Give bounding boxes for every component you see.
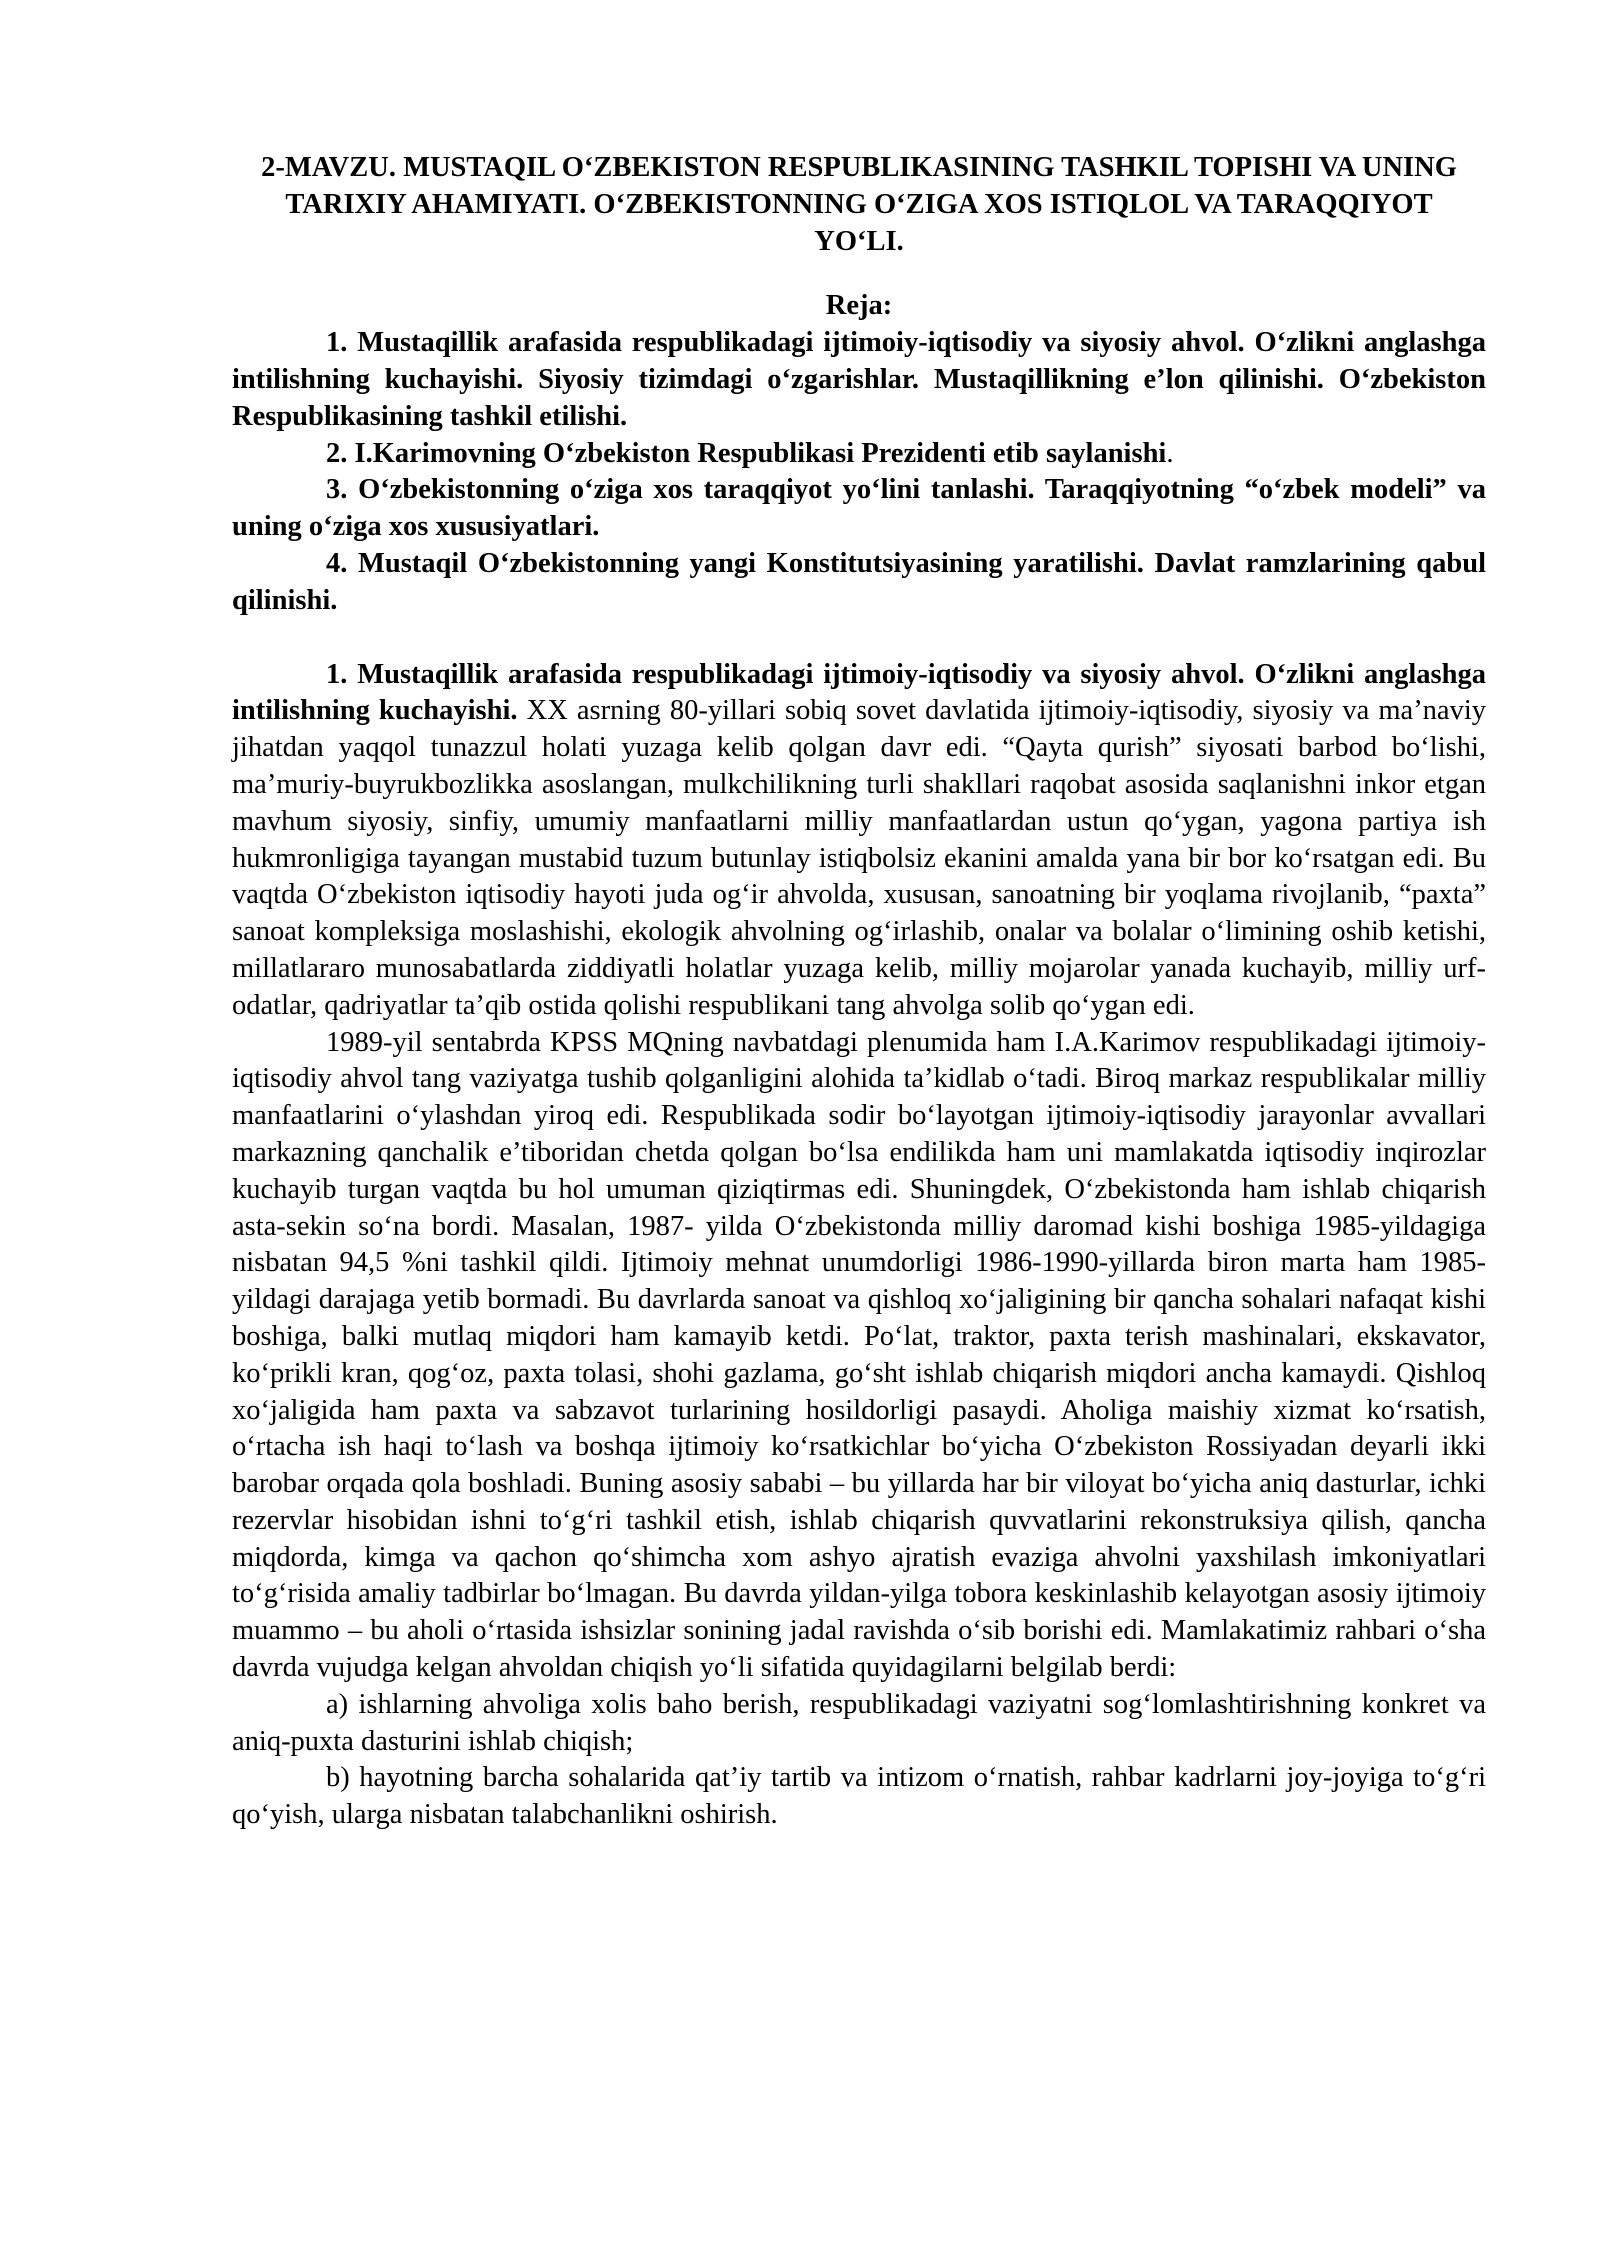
plan-item-2-text: 2. I.Karimovning O‘zbekiston Respublikasi Prezidenti etib saylanishi bbox=[326, 437, 1167, 469]
body-paragraph bbox=[232, 657, 1486, 1025]
section-1 bbox=[232, 657, 1486, 1835]
section-1-intro-text: XX asrning 80-yillari sobiq sovet davlatida ijtimoiy-iqtisodiy, siyosiy va ma’naviy jihatdan yaqqol tunazzul holati yuzaga kelib qolgan davr edi. “Qayta qurish” siyosati barbod bo‘lishi, ma’muriy-buyrukbozlikka asoslangan, mulkchilikning turli shakllari raqobat asosida saqlanishni inkor etgan mavhum siyosiy, sinfiy, umumiy manfaatlarni milliy manfaatlardan ustun qo‘ygan, yagona partiya ish hukmronligiga tayangan mustabid tuzum butunlay istiqbolsiz ekanini amalda yana bir bor ko‘rsatgan edi. Bu vaqtda O‘zbekiston iqtisodiy hayoti juda og‘ir ahvolda, xususan, sanoatning bir yoqlama rivojlanib, “paxta” sanoat kompleksiga moslashishi, ekologik ahvolning og‘irlashib, onalar va bolalar o‘limining oshib ketishi, millatlararo munosabatlarda ziddiyatli holatlar yuzaga kelib, milliy mojarolar yanada kuchayib, milliy urf-odatlar, qadriyatlar ta’qib ostida qolishi respublikani tang ahvolga solib qo‘ygan edi. bbox=[232, 695, 1486, 1021]
document-title: 2-MAVZU. MUSTAQIL O‘ZBEKISTON RESPUBLIKASINING TASHKIL TOPISHI VA UNING TARIXIY AHAMIYATI. O‘ZBEKISTONNING O‘ZIGA XOS ISTIQLOL VA TARAQQIYOT YO‘LI. bbox=[261, 152, 1457, 257]
plan-item-1: 1. Mustaqillik arafasida respublikadagi ijtimoiy-iqtisodiy va siyosiy ahvol. O‘zlikni anglashga intilishning kuchayishi. Siyosiy tizimdagi o‘zgarishlar. Mustaqillikning e’lon qilinishi. O‘zbekiston Respublikasining tashkil etilishi. bbox=[232, 327, 1486, 432]
plan-item-3: 3. O‘zbekistonning o‘ziga xos taraqqiyot yo‘lini tanlashi. Taraqqiyotning “o‘zbek modeli” va uning o‘ziga xos xususiyatlari. bbox=[232, 474, 1486, 543]
plan-list bbox=[232, 325, 1486, 619]
document-page bbox=[232, 150, 1486, 1834]
list-item-b: b) hayotning barcha sohalarida qat’iy tartib va intizom o‘rnatish, rahbar kadrlarni joy-joyiga to‘g‘ri qo‘yish, ularga nisbatan talabchanlikni oshirish. bbox=[232, 1762, 1486, 1831]
plan-item-2 bbox=[232, 436, 1486, 473]
list-item-a: a) ishlarning ahvoliga xolis baho berish, respublikadagi vaziyatni sog‘lomlashtirishning konkret va aniq-puxta dasturini ishlab chiqish; bbox=[232, 1688, 1486, 1757]
plan-heading: Reja: bbox=[825, 290, 893, 322]
section-1-heading: 1. Mustaqillik arafasida respublikadagi ijtimoiy-iqtisodiy va siyosiy ahvol. O‘zlikni anglashga intilishning kuchayishi. bbox=[232, 658, 1486, 727]
plan-item-2-period: . bbox=[1166, 437, 1174, 469]
plan-item-4: 4. Mustaqil O‘zbekistonning yangi Konstitutsiyasining yaratilishi. Davlat ramzlarining qabul qilinishi. bbox=[232, 547, 1486, 616]
body-paragraph: 1989-yil sentabrda KPSS MQning navbatdagi plenumida ham I.A.Karimov respublikadagi ijtimoiy-iqtisodiy ahvol tang vaziyatga tushib qolganligini alohida ta’kidlab o‘tadi. Biroq markaz respublikalar milliy manfaatlarini o‘ylashdan yiroq edi. Respublikada sodir bo‘layotgan ijtimoiy-iqtisodiy jarayonlar avvallari markazning qanchalik e’tiboridan chetda qolgan bo‘lsa endilikda ham uni mamlakatda iqtisodiy inqirozlar kuchayib turgan vaqtda bu hol umuman qiziqtirmas edi. Shuningdek, O‘zbekistonda ham ishlab chiqarish asta-sekin so‘na bordi. Masalan, 1987- yilda O‘zbekistonda milliy daromad kishi boshiga 1985-yildagiga nisbatan 94,5 %ni tashkil qildi. Ijtimoiy mehnat unumdorligi 1986-1990-yillarda biron marta ham 1985-yildagi darajaga yetib bormadi. Bu davrlarda sanoat va qishloq xo‘jaligining bir qancha sohalari nafaqat kishi boshiga, balki mutlaq miqdori ham kamayib ketdi. Po‘lat, traktor, paxta terish mashinalari, ekskavator, ko‘prikli kran, qog‘oz, paxta tolasi, shohi gazlama, go‘sht ishlab chiqarish miqdori ancha kamaydi. Qishloq xo‘jaligida ham paxta va sabzavot turlarining hosildorligi pasaydi. Aholiga maishiy xizmat ko‘rsatish, o‘rtacha ish haqi to‘lash va boshqa ijtimoiy ko‘rsatkichlar bo‘yicha O‘zbekiston Rossiyadan deyarli ikki barobar orqada qola boshladi. Buning asosiy sababi – bu yillarda har bir viloyat bo‘yicha aniq dasturlar, ichki rezervlar hisobidan ishni to‘g‘ri tashkil etish, ishlab chiqarish quvvatlarini rekonstruksiya qilish, qancha miqdorda, kimga va qachon qo‘shimcha xom ashyo ajratish evaziga ahvolni yaxshilash imkoniyatlari to‘g‘risida amaliy tadbirlar bo‘lmagan. Bu davrda yildan-yilga tobora keskinlashib kelayotgan asosiy ijtimoiy muammo – bu aholi o‘rtasida ishsizlar sonining jadal ravishda o‘sib borishi edi. Mamlakatimiz rahbari o‘sha davrda vujudga kelgan ahvoldan chiqish yo‘li sifatida quyidagilarni belgilab berdi: bbox=[232, 1026, 1486, 1684]
